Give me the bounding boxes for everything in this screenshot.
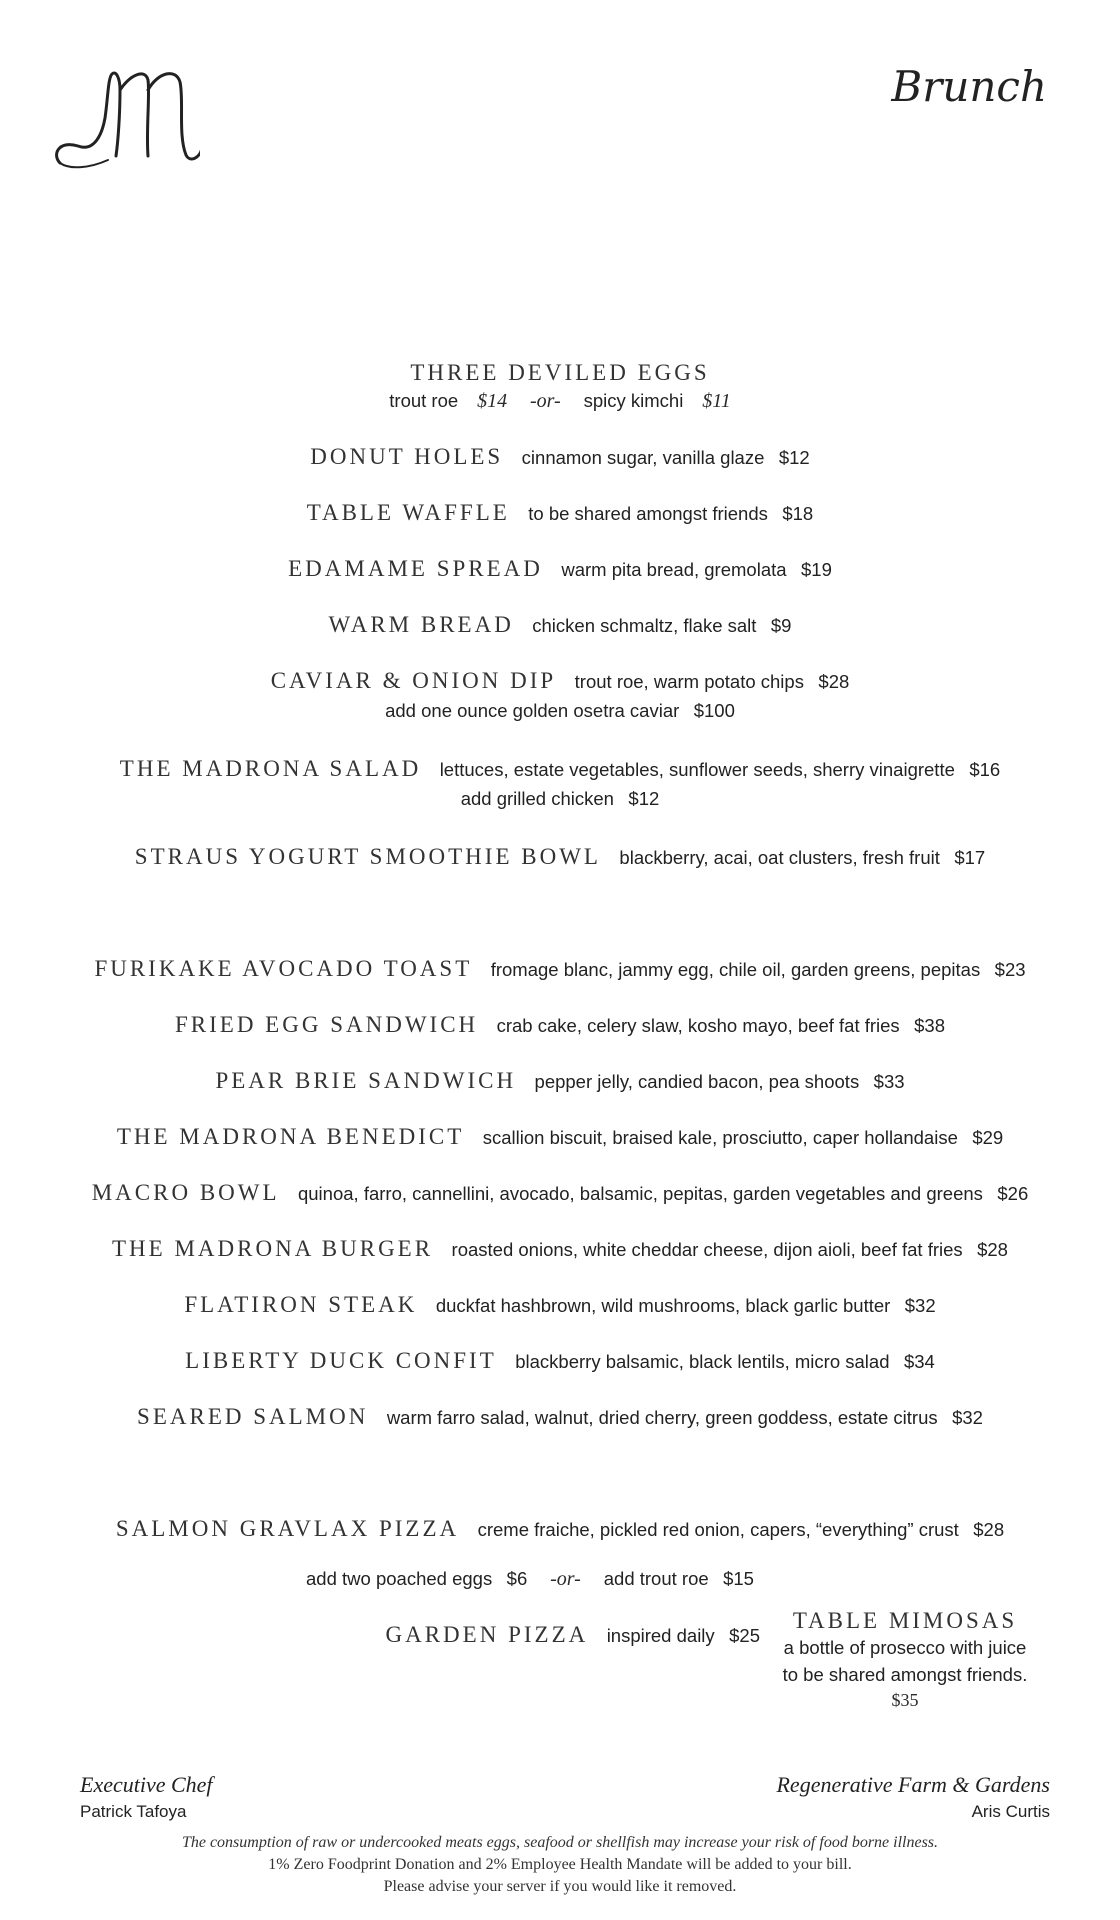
item-description: fromage blanc, jammy egg, chile oil, garden greens, pepitas <box>490 959 981 980</box>
addon-poached-eggs: add two poached eggs <box>306 1568 493 1589</box>
item-price: $17 <box>954 847 986 868</box>
item-description: cinnamon sugar, vanilla glaze <box>521 447 765 468</box>
addon-description: add grilled chicken <box>460 788 614 809</box>
addon-price: $12 <box>628 788 660 809</box>
item-name: WARM BREAD <box>328 612 514 637</box>
item-description: scallion biscuit, braised kale, prosciutto, caper hollandaise <box>482 1127 958 1148</box>
menu-item-duck-confit <box>0 1348 1120 1374</box>
item-description: roasted onions, white cheddar cheese, dijon aioli, beef fat fries <box>451 1239 963 1260</box>
item-name: LIBERTY DUCK CONFIT <box>185 1348 497 1373</box>
menu-item-caviar-addon <box>0 700 1120 722</box>
item-price: $32 <box>952 1407 983 1428</box>
menu-item-deviled-eggs <box>0 360 1120 386</box>
item-description: inspired daily <box>606 1625 715 1646</box>
item-name: SALMON GRAVLAX PIZZA <box>115 1516 460 1541</box>
menu-item-deviled-eggs-options <box>0 390 1120 413</box>
item-name: THE MADRONA BENEDICT <box>116 1124 465 1149</box>
footer-farm <box>776 1772 1050 1822</box>
menu-item-yogurt-bowl <box>0 844 1120 870</box>
addon-description: add one ounce golden osetra caviar <box>385 700 680 721</box>
item-name: TABLE MIMOSAS <box>792 1608 1018 1633</box>
chef-name: Patrick Tafoya <box>80 1802 187 1821</box>
item-price: $29 <box>972 1127 1004 1148</box>
addon-poached-eggs-price: $6 <box>506 1568 528 1589</box>
item-description: duckfat hashbrown, wild mushrooms, black garlic butter <box>435 1295 891 1316</box>
menu-item-warm-bread <box>0 612 1120 638</box>
price-spicy-kimchi: $11 <box>702 390 731 412</box>
price-trout-roe: $14 <box>477 390 508 412</box>
item-price: $38 <box>914 1015 946 1036</box>
menu-item-caviar-onion-dip <box>0 668 1120 694</box>
item-description: blackberry balsamic, black lentils, micro salad <box>515 1351 890 1372</box>
item-price: $28 <box>973 1519 1005 1540</box>
item-description: creme fraiche, pickled red onion, capers, “everything” crust <box>477 1519 959 1540</box>
menu-item-salad-addon <box>0 788 1120 810</box>
menu-item-madrona-salad <box>0 756 1120 782</box>
menu-item-pizza-addons <box>0 1568 1090 1591</box>
item-description-line-1: a bottle of prosecco with juice <box>783 1637 1027 1658</box>
item-name: SEARED SALMON <box>137 1404 369 1429</box>
item-name: DONUT HOLES <box>310 444 504 469</box>
item-name: FURIKAKE AVOCADO TOAST <box>94 956 473 981</box>
logo-m-icon <box>50 60 200 180</box>
page-title: Brunch <box>891 62 1047 111</box>
item-price: $16 <box>969 759 1001 780</box>
menu-item-donut-holes <box>0 444 1120 470</box>
item-price: $9 <box>770 615 792 636</box>
option-trout-roe: trout roe <box>389 390 459 411</box>
item-price: $33 <box>873 1071 905 1092</box>
fees-notice: 1% Zero Foodprint Donation and 2% Employee Health Mandate will be added to your bill. <box>268 1856 852 1873</box>
item-price: $12 <box>778 447 810 468</box>
or-separator: -or- <box>550 1568 581 1590</box>
item-name: TABLE WAFFLE <box>306 500 510 525</box>
item-description: trout roe, warm potato chips <box>574 671 804 692</box>
item-name: THE MADRONA BURGER <box>112 1236 434 1261</box>
menu-item-table-mimosas <box>765 1608 1045 1711</box>
food-safety-notice: The consumption of raw or undercooked meats eggs, seafood or shellfish may increase your risk of food borne illness. <box>181 1834 939 1851</box>
addon-price: $100 <box>693 700 735 721</box>
menu-item-flatiron-steak <box>0 1292 1120 1318</box>
item-price: $28 <box>977 1239 1008 1260</box>
option-spicy-kimchi: spicy kimchi <box>583 390 684 411</box>
item-price: $26 <box>997 1183 1029 1204</box>
item-price: $28 <box>818 671 850 692</box>
menu-item-pear-brie-sandwich <box>0 1068 1120 1094</box>
footer-chef <box>80 1772 213 1822</box>
item-price: $32 <box>904 1295 936 1316</box>
farm-role: Regenerative Farm & Gardens <box>776 1772 1050 1797</box>
item-name: FRIED EGG SANDWICH <box>174 1012 479 1037</box>
item-price: $35 <box>891 1690 919 1710</box>
addon-trout-roe: add trout roe <box>603 1568 709 1589</box>
item-description: pepper jelly, candied bacon, pea shoots <box>534 1071 860 1092</box>
item-name: GARDEN PIZZA <box>385 1622 589 1647</box>
item-description: quinoa, farro, cannellini, avocado, balsamic, pepitas, garden vegetables and greens <box>297 1183 983 1204</box>
item-description: warm pita bread, gremolata <box>561 559 787 580</box>
item-description: crab cake, celery slaw, kosho mayo, beef fat fries <box>496 1015 900 1036</box>
menu-item-gravlax-pizza <box>0 1516 1120 1542</box>
item-name: CAVIAR & ONION DIP <box>270 668 557 693</box>
menu-item-edamame-spread <box>0 556 1120 582</box>
item-name: FLATIRON STEAK <box>184 1292 418 1317</box>
item-description: blackberry, acai, oat clusters, fresh fruit <box>619 847 940 868</box>
item-description: lettuces, estate vegetables, sunflower seeds, sherry vinaigrette <box>439 759 955 780</box>
removal-notice: Please advise your server if you would like it removed. <box>383 1878 737 1895</box>
item-description-line-2: to be shared amongst friends. <box>782 1664 1028 1685</box>
menu-item-macro-bowl <box>0 1180 1120 1206</box>
item-name: STRAUS YOGURT SMOOTHIE BOWL <box>134 844 601 869</box>
item-description: warm farro salad, walnut, dried cherry, green goddess, estate citrus <box>386 1407 938 1428</box>
menu-item-table-waffle <box>0 500 1120 526</box>
menu-item-seared-salmon <box>0 1404 1120 1430</box>
item-description: chicken schmaltz, flake salt <box>532 615 757 636</box>
item-price: $19 <box>801 559 832 580</box>
menu-item-fried-egg-sandwich <box>0 1012 1120 1038</box>
menu-item-avocado-toast <box>0 956 1120 982</box>
item-price: $18 <box>782 503 814 524</box>
item-description: to be shared amongst friends <box>528 503 768 524</box>
or-separator: -or- <box>529 390 561 412</box>
addon-trout-roe-price: $15 <box>723 1568 754 1589</box>
farm-name: Aris Curtis <box>971 1802 1050 1821</box>
item-price: $34 <box>903 1351 935 1372</box>
menu-item-garden-pizza <box>0 1622 760 1648</box>
item-name: THE MADRONA SALAD <box>119 756 422 781</box>
item-name: EDAMAME SPREAD <box>288 556 543 581</box>
item-price: $23 <box>994 959 1026 980</box>
menu-item-madrona-benedict <box>0 1124 1120 1150</box>
item-name: MACRO BOWL <box>91 1180 280 1205</box>
item-name: PEAR BRIE SANDWICH <box>215 1068 517 1093</box>
item-name: THREE DEVILED EGGS <box>410 360 710 385</box>
footer-disclaimer <box>0 1832 1120 1898</box>
menu-item-madrona-burger <box>0 1236 1120 1262</box>
item-price: $25 <box>729 1625 760 1646</box>
chef-role: Executive Chef <box>80 1772 213 1797</box>
